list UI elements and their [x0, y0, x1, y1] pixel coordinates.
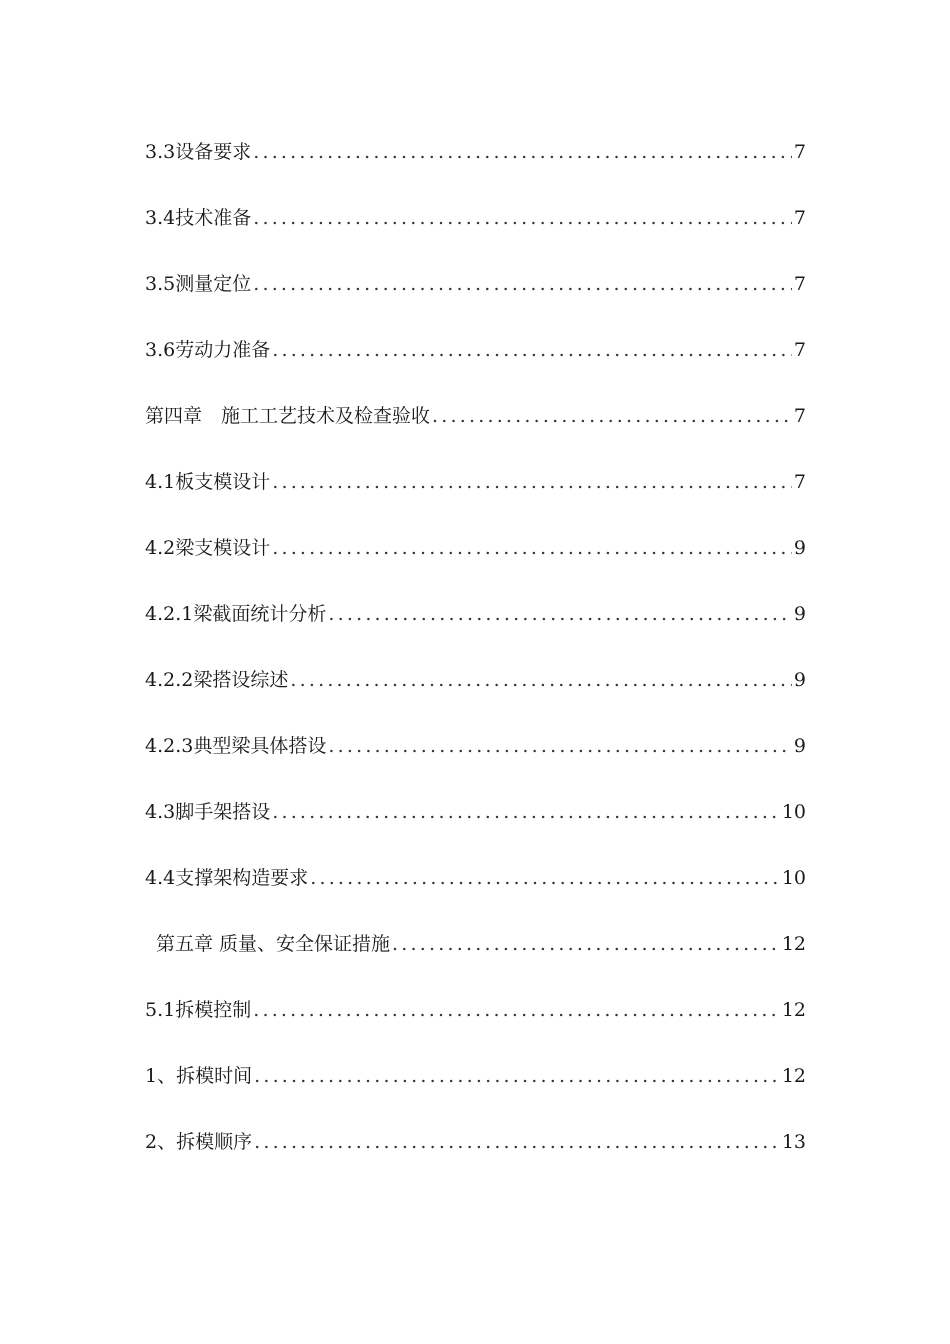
- toc-entry-5-1-1[interactable]: [145, 1055, 806, 1121]
- toc-entry-chapter-5[interactable]: [145, 923, 806, 989]
- toc-entry-3-6[interactable]: [145, 329, 806, 395]
- toc-entry-label: 4.1板支模设计: [145, 471, 271, 493]
- toc-entry-3-3[interactable]: [145, 131, 806, 197]
- toc-entry-4-2-2[interactable]: [145, 659, 806, 725]
- toc-leader-dots: [253, 131, 792, 173]
- toc-leader-dots: [253, 263, 792, 305]
- toc-leader-dots: [253, 197, 792, 239]
- toc-leader-dots: [272, 527, 792, 569]
- toc-entry-label: 1、拆模时间: [145, 1065, 253, 1087]
- toc-entry-3-4[interactable]: [145, 197, 806, 263]
- toc-entry-label: 第四章 施工工艺技术及检查验收: [145, 405, 431, 427]
- toc-entry-label: 4.2.1梁截面统计分析: [145, 603, 327, 625]
- toc-entry-label: 2、拆模顺序: [145, 1131, 253, 1153]
- toc-entry-page: 7: [793, 207, 806, 229]
- toc-entry-page: 7: [793, 273, 806, 295]
- toc-entry-4-1[interactable]: [145, 461, 806, 527]
- toc-entry-label: 4.4支撑架构造要求: [145, 867, 309, 889]
- toc-leader-dots: [272, 461, 792, 503]
- toc-entry-5-1-2[interactable]: [145, 1121, 806, 1187]
- toc-leader-dots: [328, 725, 792, 767]
- toc-entry-label: 4.2梁支模设计: [145, 537, 271, 559]
- toc-entry-label: 4.2.2梁搭设综述: [145, 669, 289, 691]
- toc-leader-dots: [253, 989, 780, 1031]
- toc-leader-dots: [290, 659, 792, 701]
- toc-entry-5-1[interactable]: [145, 989, 806, 1055]
- toc-entry-4-3[interactable]: [145, 791, 806, 857]
- toc-entry-4-4[interactable]: [145, 857, 806, 923]
- toc-entry-page: 7: [793, 471, 806, 493]
- toc-entry-page: 9: [793, 603, 806, 625]
- toc-entry-page: 7: [793, 339, 806, 361]
- toc-leader-dots: [392, 923, 780, 965]
- toc-entry-page: 12: [781, 1065, 806, 1087]
- toc-entry-label: 3.5测量定位: [145, 273, 252, 295]
- toc-entry-page: 9: [793, 537, 806, 559]
- toc-entry-page: 10: [781, 801, 806, 823]
- toc-leader-dots: [328, 593, 792, 635]
- toc-entry-label: 第五章 质量、安全保证措施: [156, 933, 391, 955]
- toc-entry-page: 12: [781, 999, 806, 1021]
- toc-leader-dots: [432, 395, 792, 437]
- toc-leader-dots: [254, 1121, 780, 1163]
- toc-entry-page: 7: [793, 141, 806, 163]
- toc-leader-dots: [272, 329, 792, 371]
- toc-entry-page: 9: [793, 669, 806, 691]
- toc-leader-dots: [254, 1055, 780, 1097]
- toc-entry-page: 12: [781, 933, 806, 955]
- toc-entry-page: 13: [781, 1131, 806, 1153]
- toc-entry-label: 3.3设备要求: [145, 141, 252, 163]
- toc-entry-label: 4.3脚手架搭设: [145, 801, 271, 823]
- toc-entry-page: 7: [793, 405, 806, 427]
- toc-entry-page: 10: [781, 867, 806, 889]
- toc-entry-label: 5.1拆模控制: [145, 999, 252, 1021]
- toc-entry-4-2-3[interactable]: [145, 725, 806, 791]
- toc-leader-dots: [272, 791, 780, 833]
- table-of-contents: [145, 131, 806, 1187]
- toc-entry-4-2[interactable]: [145, 527, 806, 593]
- toc-entry-chapter-4[interactable]: [145, 395, 806, 461]
- toc-entry-label: 3.6劳动力准备: [145, 339, 271, 361]
- toc-entry-3-5[interactable]: [145, 263, 806, 329]
- toc-entry-label: 4.2.3典型梁具体搭设: [145, 735, 327, 757]
- toc-entry-label: 3.4技术准备: [145, 207, 252, 229]
- toc-entry-4-2-1[interactable]: [145, 593, 806, 659]
- toc-entry-page: 9: [793, 735, 806, 757]
- toc-leader-dots: [310, 857, 780, 899]
